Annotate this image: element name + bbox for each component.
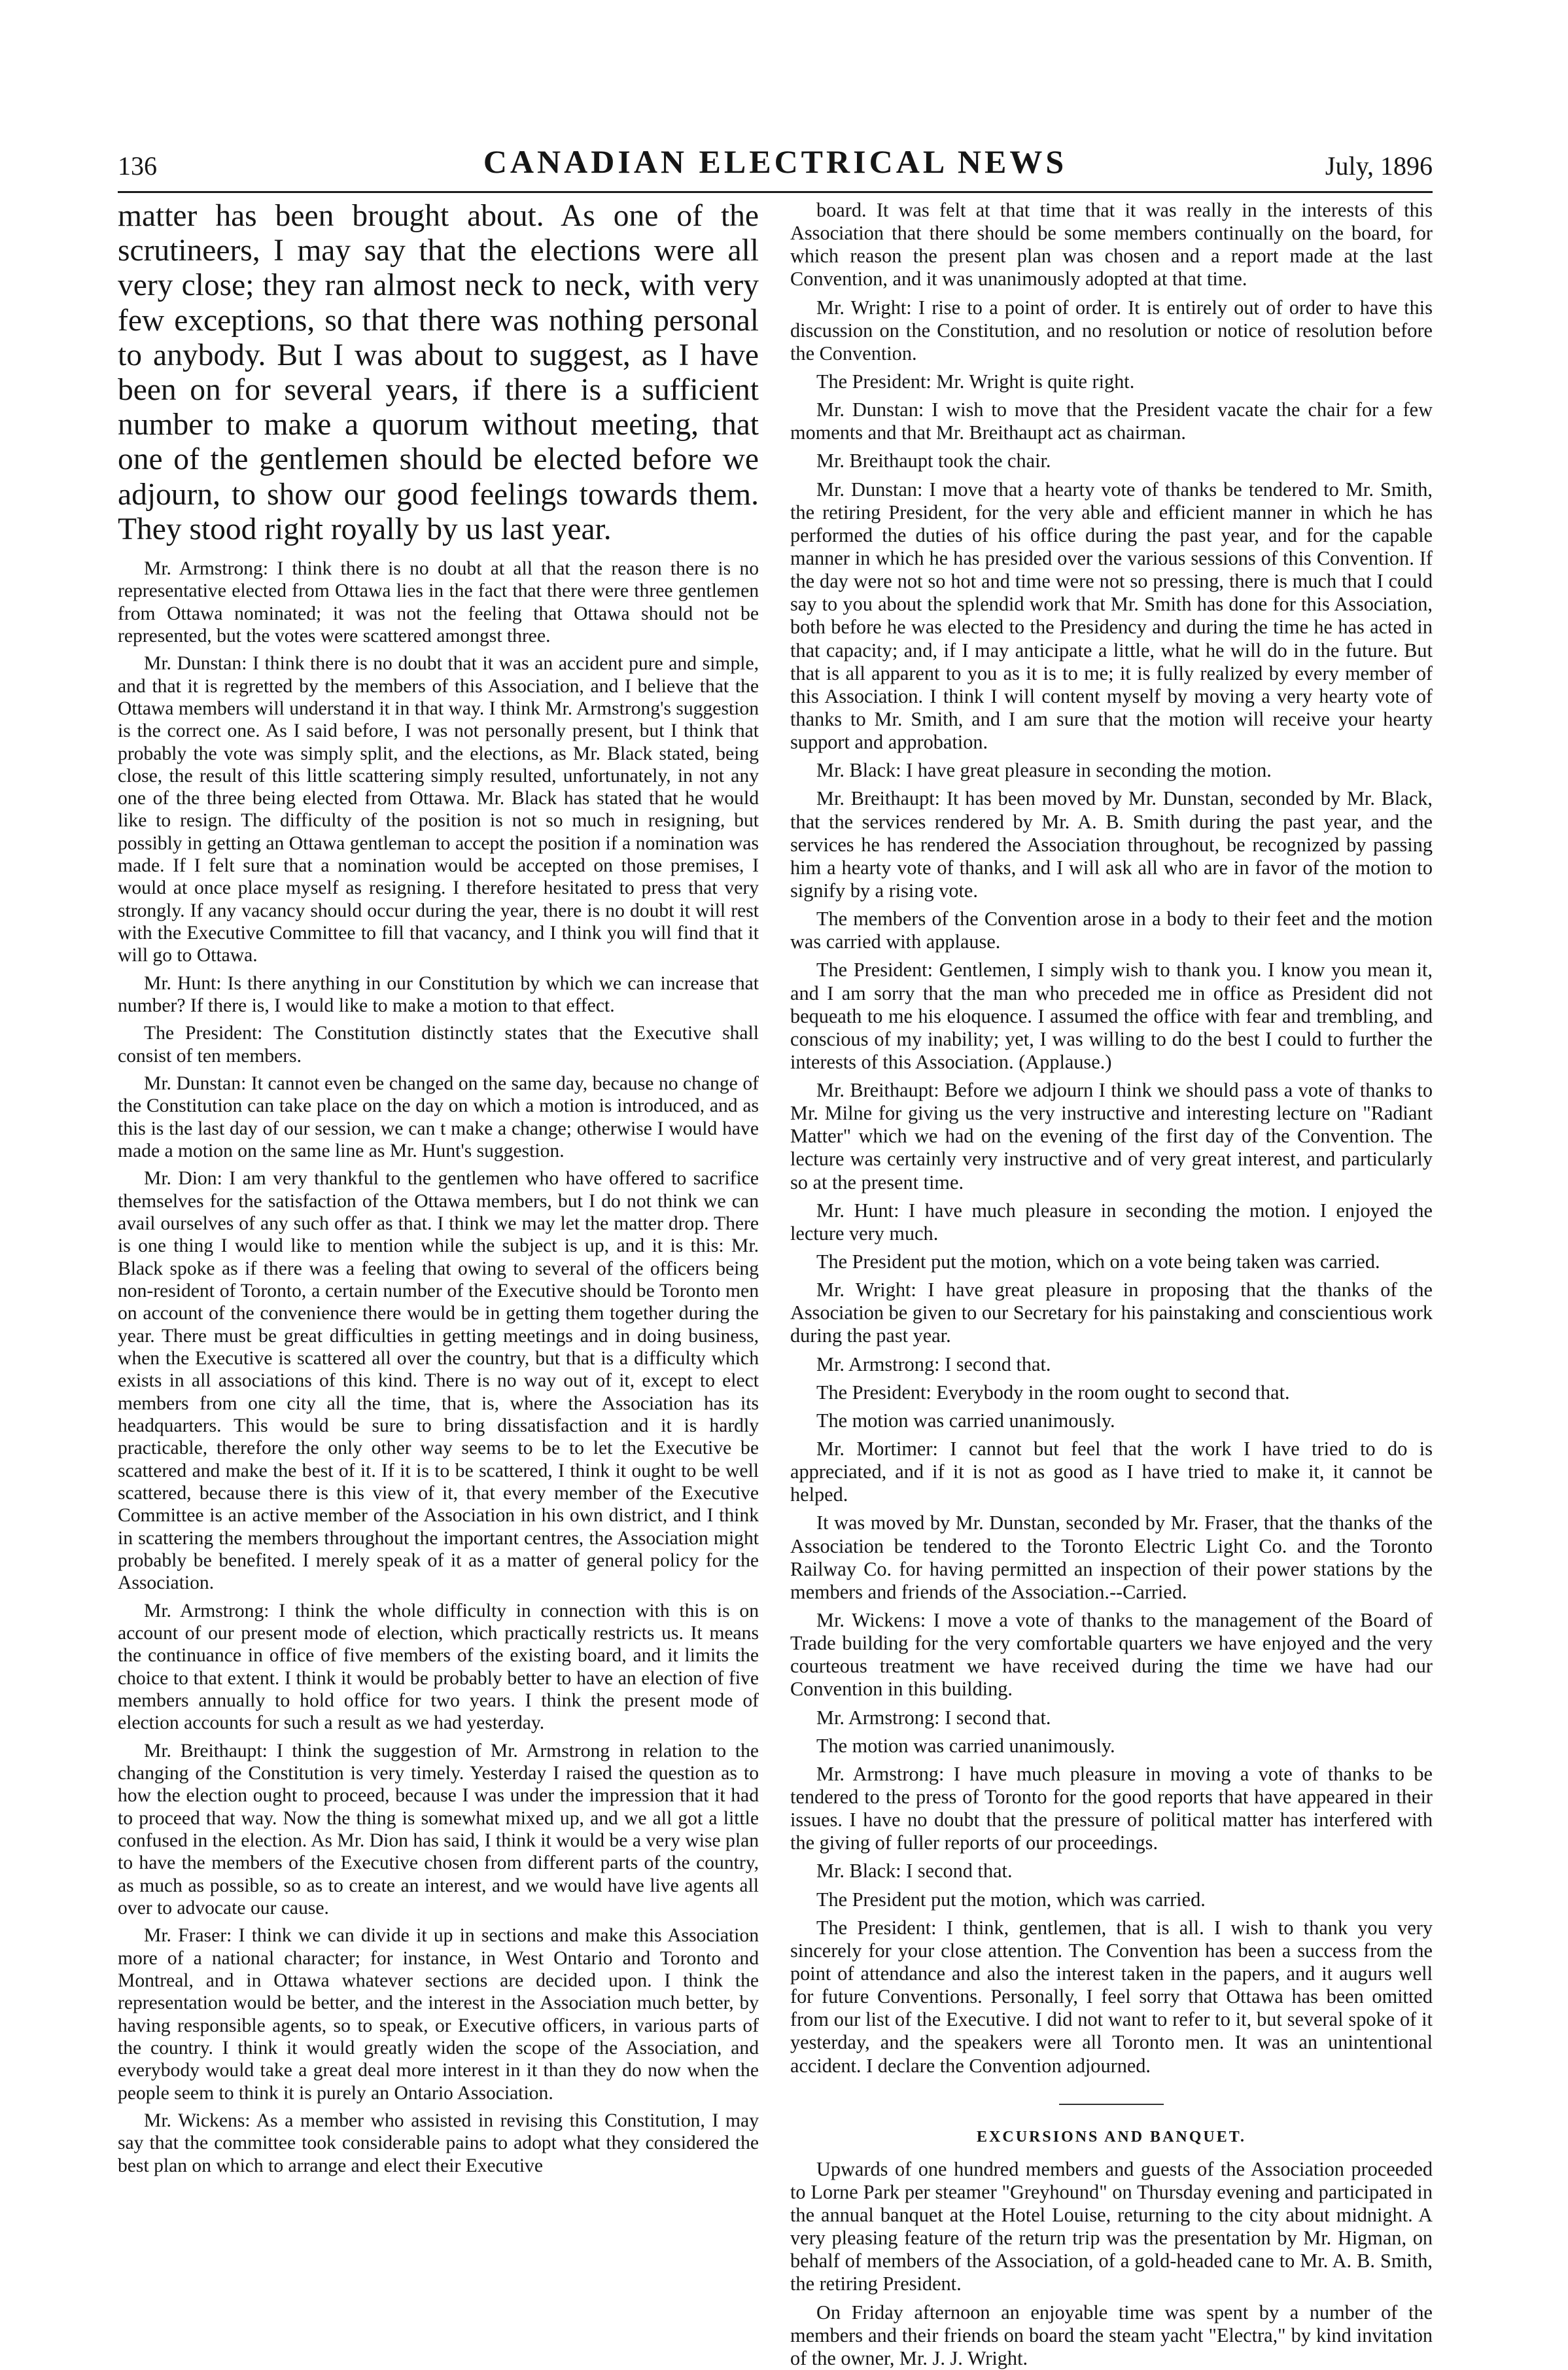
- paragraph: Mr. Breithaupt took the chair.: [816, 450, 1051, 472]
- paragraph: The President: The Constitution distinctly states that the Executive shall consist of ten members.: [118, 1023, 759, 1067]
- section-divider: [1059, 2104, 1164, 2105]
- paragraph: Mr. Dunstan: I wish to move that the President vacate the chair for a few moments and that Mr. Breithaupt act as chairman.: [790, 398, 1433, 444]
- paragraph: The President put the motion, which on a vote being taken was carried.: [816, 1250, 1380, 1273]
- paragraph: The President: Mr. Wright is quite right.: [816, 370, 1135, 393]
- paragraph: Mr. Black: I have great pleasure in seconding the motion.: [816, 759, 1272, 782]
- paragraph: Mr. Wickens: As a member who assisted in revising this Constitution, I may say that the committee took considerable pains to adopt what they considered the best plan on which to arrange and elect their Executive: [118, 2110, 759, 2176]
- paragraph: On Friday afternoon an enjoyable time was spent by a number of the members and their friends on board the steam yacht "Electra," by kind invitation of the owner, Mr. J. J. Wright.: [790, 2301, 1433, 2369]
- paragraph: Mr. Wickens: I move a vote of thanks to the management of the Board of Trade building for the very comfortable quarters we have enjoyed and the very courteous treatment we have received during the time we have had our Convention in this building.: [790, 1609, 1433, 1701]
- section-heading: EXCURSIONS AND BANQUET.: [977, 2128, 1246, 2146]
- paragraph: Mr. Breithaupt: Before we adjourn I think we should pass a vote of thanks to Mr. Milne for giving us the very instructive and interesting lecture on "Radiant Matter" which we had on the evening of the first day of the Convention. The lecture was certainly very instructive and of very great interest, and particularly so at the present time.: [790, 1079, 1433, 1194]
- paragraph: Mr. Wright: I have great pleasure in proposing that the thanks of the Association be given to our Secretary for his painstaking and conscientious work during the past year.: [790, 1279, 1433, 1347]
- lead-paragraph: matter has been brought about. As one of the scrutineers, I may say that the elections were all very close; they ran almost neck to neck, with very few exceptions, so that there was nothing personal to anybody. But I was about to suggest, as I have been on for several years, if there is a sufficient number to make a quorum without meeting, that one of the gentlemen should be elected before we adjourn, to show our good feelings towards them. They stood right royally by us last year.: [118, 199, 759, 546]
- publication-title: CANADIAN ELECTRICAL NEWS: [483, 143, 1068, 180]
- header-rule: [118, 191, 1433, 193]
- left-column: [118, 199, 759, 2306]
- paragraph: Mr. Breithaupt: It has been moved by Mr. Dunstan, seconded by Mr. Black, that the services rendered by Mr. A. B. Smith during the past year, and the services he has rendered the Association throughout, be recognized by passing him a hearty vote of thanks, and I will ask all who are in favor of the motion to signify by a rising vote.: [790, 787, 1433, 902]
- issue-date: July, 1896: [1325, 151, 1433, 181]
- paragraph: The President: I think, gentlemen, that is all. I wish to thank you very sincerely for your close attention. The Convention has been a success from the point of attendance and also the interest taken in the papers, and it augurs well for future Conventions. Personally, I feel sorry that Ottawa has been omitted from our list of the Executive. I did not want to refer to it, but several spoke of it yesterday, and the speakers were all Toronto men. It was an unintentional accident. I declare the Convention adjourned.: [790, 1916, 1433, 2077]
- paragraph: Mr. Dunstan: I think there is no doubt that it was an accident pure and simple, and that it is regretted by the members of this Association, and I believe that the Ottawa members will understand it in that way. I think Mr. Armstrong's suggestion is the correct one. As I said before, I was not personally present, but I think that probably the vote was simply split, and the elections, as Mr. Black stated, being close, the result of this little scattering simply resulted, unfortunately, in not any one of the three being elected from Ottawa. Mr. Black has stated that he would like to resign. The difficulty of the position is not so much in resigning, but possibly in getting an Ottawa gentleman to accept the position if a nomination was made. If I felt sure that a nomination would be accepted on those premises, I would at once place myself as resigning. I therefore hesitated to press that very strongly. If any vacancy should occur during the year, there is no doubt it will rest with the Executive Committee to fill that vacancy, and I think you will find that it will go to Ottawa.: [118, 653, 759, 966]
- paragraph: Mr. Armstrong: I have much pleasure in moving a vote of thanks to be tendered to the press of Toronto for the good reports that have appeared in their issues. I have no doubt that the pressure of political matter has interfered with the giving of fuller reports of our proceedings.: [790, 1762, 1433, 1854]
- paragraph: Mr. Wright: I rise to a point of order. It is entirely out of order to have this discussion on the Constitution, and no resolution or notice of resolution before the Convention.: [790, 296, 1433, 364]
- paragraph: Mr. Dunstan: I move that a hearty vote of thanks be tendered to Mr. Smith, the retiring President, for the very able and efficient manner in which he has performed the duties of his office during the past year, and for the capable manner in which he has presided over the various sessions of this Convention. If the day were not so hot and time were not so pressing, there is much that I could say to you about the splendid work that Mr. Smith has done for this Association, both before he was elected to the Presidency and during the time he has acted in that capacity; and, if I may anticipate a little, what he will do in the future. But that is all apparent to you as it is to me; it is fully realized by every member of this Association. I think I will content myself by moving a very hearty vote of thanks to Mr. Smith, and I am sure that the motion will receive your hearty support and approbation.: [790, 478, 1433, 754]
- paragraph: The members of the Convention arose in a body to their feet and the motion was carried with applause.: [790, 908, 1433, 953]
- paragraph: board. It was felt at that time that it was really in the interests of this Association that there should be some members continually on the board, for which reason the present plan was chosen and a report made at the last Convention, and it was unanimously adopted at that time.: [790, 199, 1433, 291]
- paragraph: The motion was carried unanimously.: [816, 1734, 1115, 1757]
- paragraph: Mr. Armstrong: I second that.: [816, 1353, 1051, 1375]
- paragraph: It was moved by Mr. Dunstan, seconded by Mr. Fraser, that the thanks of the Association be tendered to the Toronto Electric Light Co. and the Toronto Railway Co. for having permitted an inspection of their power stations by the members and friends of the Association.--Carried.: [790, 1512, 1433, 1603]
- paragraph: Mr. Hunt: Is there anything in our Constitution by which we can increase that number? If there is, I would like to make a motion to that effect.: [118, 972, 759, 1017]
- paragraph: Mr. Black: I second that.: [816, 1860, 1013, 1883]
- paragraph: The motion was carried unanimously.: [816, 1409, 1115, 1432]
- paragraph: Mr. Dion: I am very thankful to the gentlemen who have offered to sacrifice themselves for the satisfaction of the Ottawa members, but I do not think we can avail ourselves of any such offer as that. I think we may let the matter drop. There is one thing I would like to mention while the subject is up, and it is this: Mr. Black spoke as if there was a feeling that owing to several of the officers being non-resident of Toronto, a certain number of the Executive should be Toronto men on account of the convenience there would be in getting them together during the year. There must be great difficulties in getting meetings and in doing business, when the Executive is scattered all over the country, but that is a difficulty which exists in all associations of this kind. There is no way out of it, except to elect members from one city all the time, that is, where the Association has its headquarters. This would be sure to bring dissatisfaction and it is hardly practicable, therefore the only other way seems to be to let the Executive be scattered and make the best of it. If it is to be scattered, I think it ought to be well scattered, because there is this view of it, that every member of the Executive Committee is an active member of the Association in his own district, and I think in scattering the members throughout the important centres, the Association might probably be benefited. I merely speak of it as a matter of general policy for the Association.: [118, 1168, 759, 1594]
- paragraph: Mr. Mortimer: I cannot but feel that the work I have tried to do is appreciated, and if it is not as good as I have tried to make it, it cannot be helped.: [790, 1438, 1433, 1506]
- paragraph: Mr. Armstrong: I think the whole difficulty in connection with this is on account of our present mode of election, which practically restricts us. It means the continuance in office of five members of the existing board, and it limits the choice to that extent. I think it would be probably better to have an election of five members annually to hold office for two years. I think the present mode of election accounts for such a result as we had yesterday.: [118, 1600, 759, 1734]
- right-column: [790, 199, 1433, 2369]
- paragraph: Mr. Breithaupt: I think the suggestion of Mr. Armstrong in relation to the changing of the Constitution is very timely. Yesterday I raised the question as to how the election ought to proceed, because I was under the impression that it had to proceed that way. Now the thing is somewhat mixed up, and we all got a little confused in the election. As Mr. Dion has said, I think it would be a very wise plan to have the members of the Executive chosen from different parts of the country, as much as possible, so as to create an interest, and we would have live agents all over to advocate our cause.: [118, 1740, 759, 1919]
- paragraph: The President put the motion, which was carried.: [816, 1888, 1206, 1911]
- paragraph: Mr. Fraser: I think we can divide it up in sections and make this Association more of a national character; for instance, in West Ontario and Toronto and Montreal, and in Ottawa whatever sections are decided upon. I think the representation would be better, and the interest in the Association much better, by having responsible agents, so to speak, or Executive officers, in various parts of the country. I think it would greatly widen the scope of the Association, and everybody would take a great deal more interest in it than they do now when the people seem to think it is purely an Ontario Association.: [118, 1925, 759, 2104]
- paragraph: Mr. Armstrong: I think there is no doubt at all that the reason there is no representative elected from Ottawa lies in the fact that there were three gentlemen from Ottawa nominated; it was not the feeling that Ottawa should not be represented, but the votes were scattered amongst three.: [118, 557, 759, 646]
- section-body: [790, 2158, 1433, 2370]
- paragraph: The President: Everybody in the room ought to second that.: [816, 1381, 1290, 1404]
- right-column-body: [790, 199, 1433, 2078]
- masthead: [118, 143, 1433, 188]
- paragraph: Upwards of one hundred members and guests of the Association proceeded to Lorne Park per steamer "Greyhound" on Thursday evening and participated in the annual banquet at the Hotel Louise, returning to the city about midnight. A very pleasing feature of the return trip was the presentation by Mr. Higman, on behalf of members of the Association, of a gold-headed cane to Mr. A. B. Smith, the retiring President.: [790, 2157, 1433, 2295]
- paragraph: Mr. Dunstan: It cannot even be changed on the same day, because no change of the Constitution can take place on the day on which a motion is introduced, and as this is the last day of our session, we can t make a change; otherwise I would have made a motion on the same line as Mr. Hunt's suggestion.: [118, 1073, 759, 1162]
- paragraph: Mr. Hunt: I have much pleasure in seconding the motion. I enjoyed the lecture very much.: [790, 1199, 1433, 1245]
- paragraph: The President: Gentlemen, I simply wish to thank you. I know you mean it, and I am sorry that the man who preceded me in office as President did not bequeath to me his eloquence. I assumed the office with fear and trembling, and conscious of my inability; yet, I was willing to do the best I could to further the interests of this Association. (Applause.): [790, 959, 1433, 1073]
- page-number: 136: [118, 151, 157, 181]
- paragraph: Mr. Armstrong: I second that.: [816, 1706, 1051, 1729]
